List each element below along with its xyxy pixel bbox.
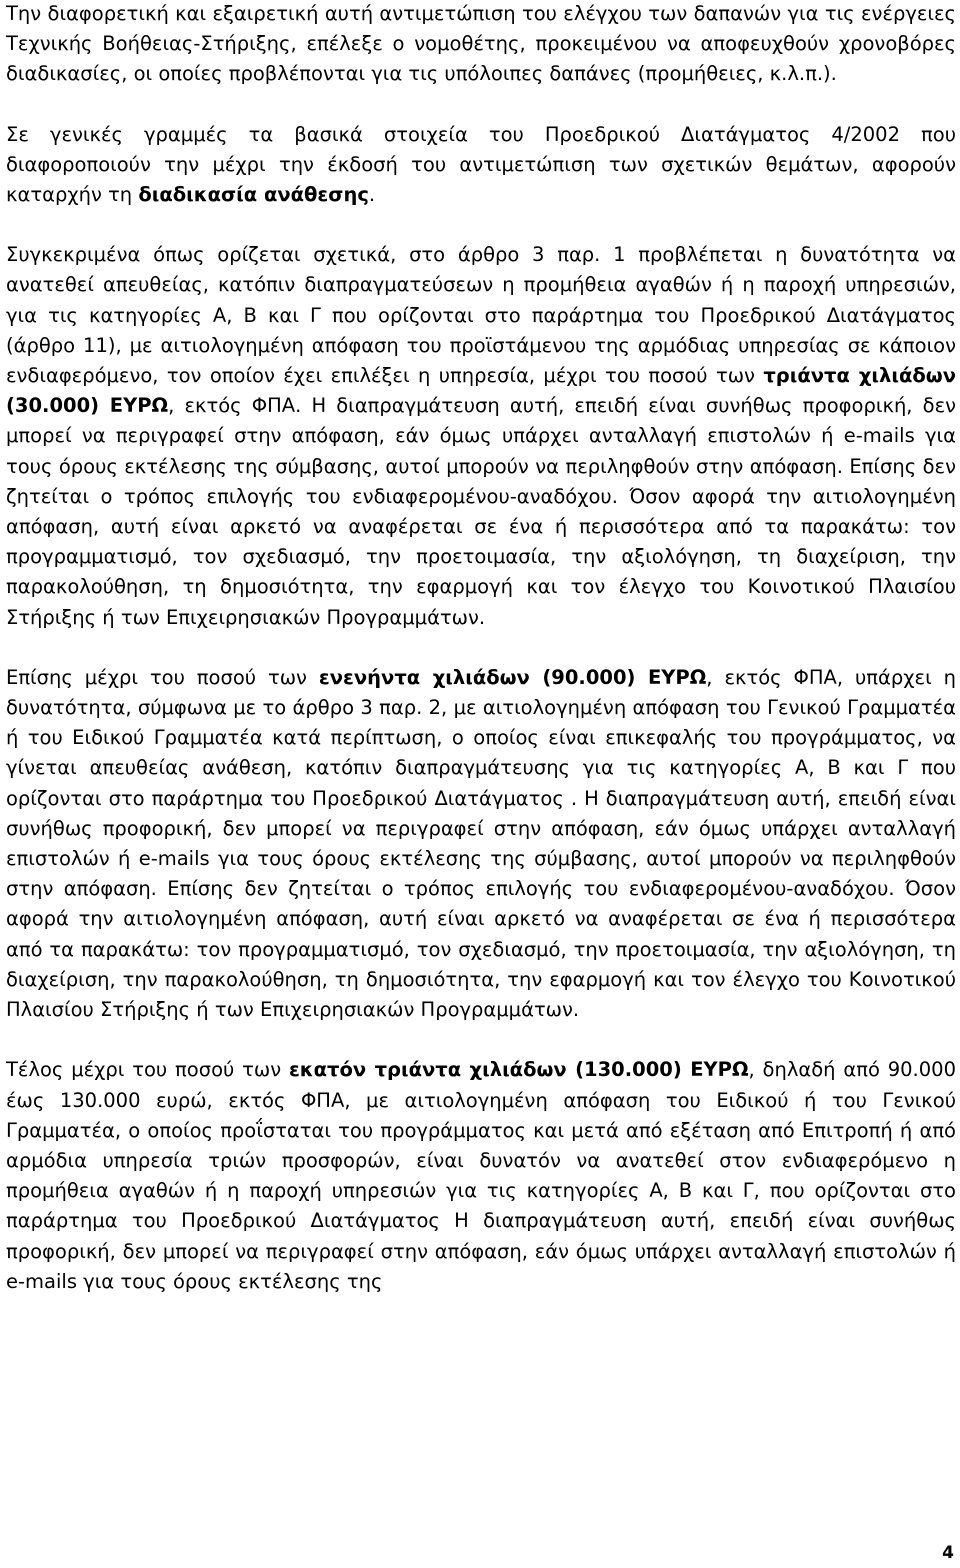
text-run: Τέλος μέχρι του ποσού των bbox=[6, 1058, 289, 1082]
page-number: 4 bbox=[942, 1543, 954, 1563]
text-run: Επίσης μέχρι του ποσού των bbox=[6, 665, 319, 689]
paragraph-130000-limit bbox=[6, 1055, 956, 1297]
text-run: Συγκεκριμένα όπως ορίζεται σχετικά, στο άρθρο 3 παρ. 1 προβλέπεται η δυνατότητα να ανατεθεί απευθείας, κατόπιν διαπραγματεύσεων η προμήθεια αγαθών ή η παροχή υπηρεσιών, για τις κατηγορίες Α, Β και Γ που ορίζονται στο παράρτημα του Προεδρικού Διατάγματος (άρθρο 11), με αιτιολογημένη απόφαση του προϊστάμενου της αρμόδιας υπηρεσίας σε κάποιον ενδιαφερόμενο, τον οποίον έχει επιλέξει η υπηρεσία, μέχρι του ποσού των bbox=[6, 243, 956, 388]
text-run: Την διαφορετική και εξαιρετική αυτή αντιμετώπιση του ελέγχου των δαπανών για τις ενέργειες Τεχνικής Βοήθειας-Στήριξης, επέλεξε ο νομοθέτης, προκειμένου να αποφευχθούν χρονοβόρες διαδικασίες, οι οποίες προβλέπονται για τις υπόλοιπες δαπάνες (προμήθειες, κ.λ.π.). bbox=[6, 2, 956, 86]
document-page bbox=[6, 0, 956, 1297]
text-run: , εκτός ΦΠΑ. Η διαπραγμάτευση αυτή, επειδή είναι συνήθως προφορική, δεν μπορεί να περιγραφεί στην απόφαση, εάν όμως υπάρχει ανταλλαγή επιστολών ή e-mails για τους όρους εκτέλεσης της σύμβασης, αυτοί μπορούν να περιληφθούν στην απόφαση. Επίσης δεν ζητείται ο τρόπος επιλογής του ενδιαφερομένου-αναδόχου. Όσον αφορά την αιτιολογημένη απόφαση, αυτή είναι αρκετό να αναφέρεται σε ένα ή περισσότερα από τα παρακάτω: τον προγραμματισμό, τον σχεδιασμό, την προετοιμασία, την αξιολόγηση, τη διαχείριση, την παρακολούθηση, τη δημοσιότητα, την εφαρμογή και τον έλεγχο του Κοινοτικού Πλαισίου Στήριξης ή των Επιχειρησιακών Προγραμμάτων. bbox=[6, 394, 957, 629]
paragraph-article-3-par-1 bbox=[6, 240, 956, 633]
paragraph-article-3-par-2 bbox=[6, 663, 956, 1025]
text-run: . bbox=[368, 183, 376, 207]
text-run: , δηλαδή από 90.000 έως 130.000 ευρώ, εκτός ΦΠΑ, με αιτιολογημένη απόφαση του Ειδικού ή του Γενικού Γραμματέα, ο οποίος προΐσταται του προγράμματος και μετά από εξέταση από Επιτροπή ή από αρμόδια υπηρεσία τριών προσφορών, είναι δυνατόν να ανατεθεί στον ενδιαφερόμενο η προμήθεια αγαθών ή η παροχή υπηρεσιών για τις κατηγορίες Α, Β και Γ, που ορίζονται στο παράρτημα του Προεδρικού Διατάγματος Η διαπραγμάτευση αυτή, επειδή είναι συνήθως προφορική, δεν μπορεί να περιγραφεί στην απόφαση, εάν όμως υπάρχει ανταλλαγή επιστολών ή e-mails για τους όρους εκτέλεσης της bbox=[6, 1058, 956, 1293]
bold-amount: τριάντα χιλιάδων (30.000) ΕΥΡΩ bbox=[6, 364, 956, 418]
paragraph-technical-assistance bbox=[6, 0, 956, 90]
bold-amount: εκατόν τριάντα χιλιάδων (130.000) ΕΥΡΩ bbox=[288, 1058, 749, 1082]
bold-amount: ενενήντα χιλιάδων (90.000) ΕΥΡΩ bbox=[318, 665, 707, 689]
bold-term: διαδικασία ανάθεσης bbox=[138, 183, 369, 207]
text-run: , εκτός ΦΠΑ, υπάρχει η δυνατότητα, σύμφωνα με το άρθρο 3 παρ. 2, με αιτιολογημένη απόφαση του Γενικού Γραμματέα ή του Ειδικού Γραμματέα κατά περίπτωση, ο οποίος είναι επικεφαλής του προγράμματος, να γίνεται απευθείας ανάθεση, κατόπιν διαπραγμάτευσης για τις κατηγορίες Α, Β και Γ που ορίζονται στο παράρτημα του Προεδρικού Διατάγματος . Η διαπραγμάτευση αυτή, επειδή είναι συνήθως προφορική, δεν μπορεί να περιγραφεί στην απόφαση, εάν όμως υπάρχει ανταλλαγή επιστολών ή e-mails για τους όρους εκτέλεσης της σύμβασης, αυτοί μπορούν να περιληφθούν στην απόφαση. Επίσης δεν ζητείται ο τρόπος επιλογής του ενδιαφερομένου-αναδόχου. Όσον αφορά την αιτιολογημένη απόφαση, αυτή είναι αρκετό να αναφέρεται σε ένα ή περισσότερα από τα παρακάτω: τον προγραμματισμό, τον σχεδιασμό, την προετοιμασία, την αξιολόγηση, τη διαχείριση, την παρακολούθηση, τη δημοσιότητα, την εφαρμογή και τον έλεγχο του Κοινοτικού Πλαισίου Στήριξης ή των Επιχειρησιακών Προγραμμάτων. bbox=[6, 665, 956, 1022]
text-run: Σε γενικές γραμμές τα βασικά στοιχεία του Προεδρικού Διατάγματος 4/2002 που διαφοροποιούν την μέχρι την έκδοσή του αντιμετώπιση των σχετικών θεμάτων, αφορούν καταρχήν τη bbox=[6, 122, 956, 207]
paragraph-basic-elements bbox=[6, 120, 956, 211]
